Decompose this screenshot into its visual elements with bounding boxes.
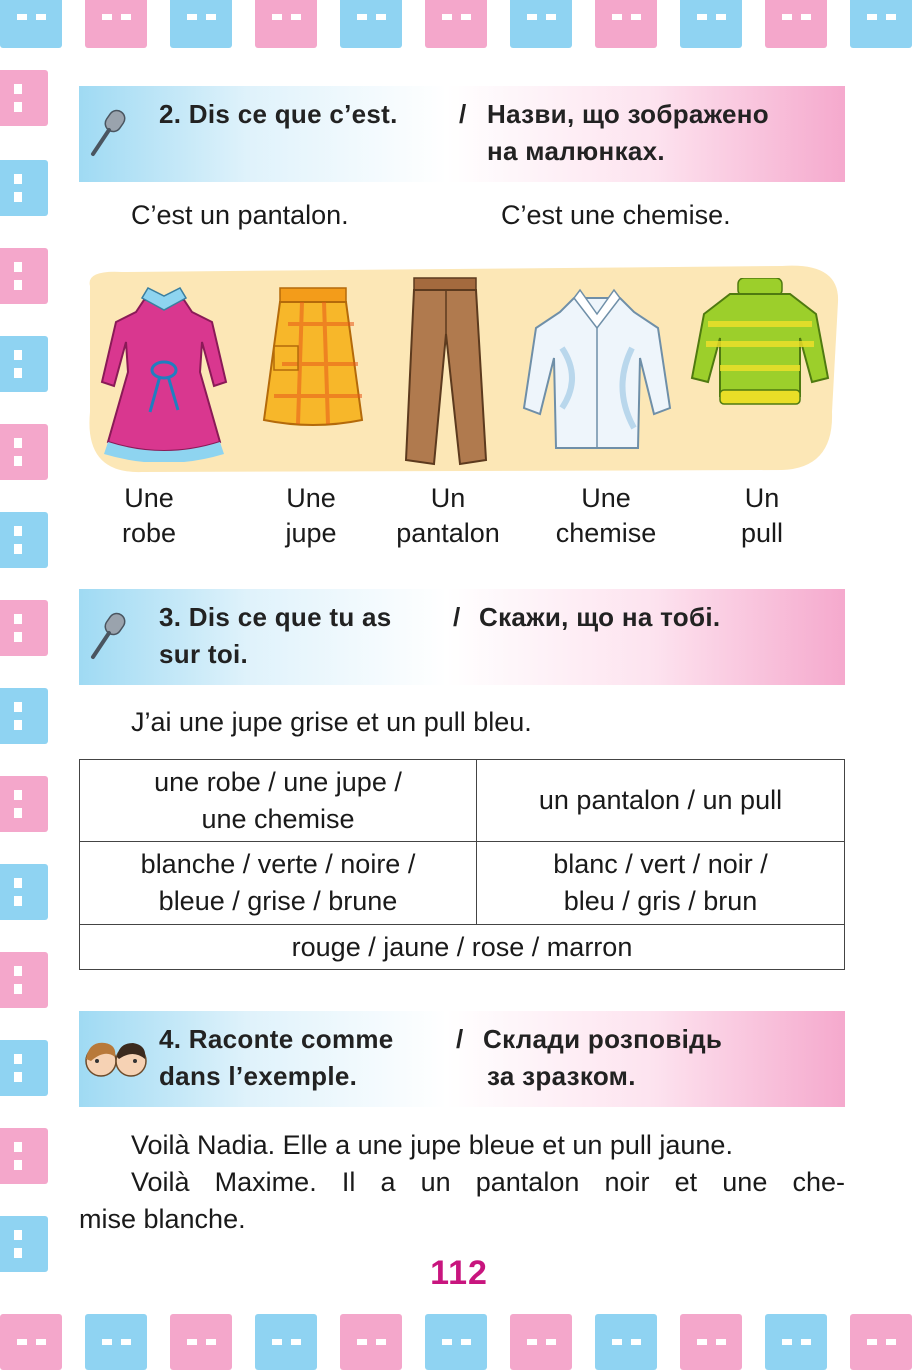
header-slash: /: [453, 602, 461, 632]
exercise-4-title-fr-line1: 4. Raconte comme: [159, 1024, 394, 1054]
table-row: [80, 760, 845, 842]
clothes-label-robe: [74, 481, 224, 551]
border-tile: [255, 1314, 317, 1370]
border-tile: [850, 1314, 912, 1370]
border-tile: [0, 0, 62, 48]
border-tile: [0, 248, 48, 304]
clothes-label-chemise: [531, 481, 681, 551]
cell-line: une robe / une jupe /: [154, 766, 402, 797]
label-line2: pull: [740, 518, 784, 548]
border-tile: [765, 1314, 827, 1370]
exercise-3-header: [79, 589, 845, 685]
border-tile: [0, 512, 48, 568]
border-tile: [170, 1314, 232, 1370]
clothes-illustration: [82, 262, 844, 474]
border-tile: [595, 1314, 657, 1370]
table-cell: [80, 842, 477, 925]
label-line2: pantalon: [396, 518, 500, 548]
vocabulary-table: [79, 759, 845, 970]
exercise-4-title-ua-line1: Склади розповідь: [483, 1024, 723, 1054]
exercise-3-title-fr-line1: 3. Dis ce que tu as: [159, 602, 392, 632]
border-tile: [0, 336, 48, 392]
story-line: Voilà Nadia. Elle a une jupe bleue et un pull jaune.: [131, 1130, 733, 1160]
story-line: mise blanche.: [79, 1204, 246, 1234]
border-tile: [170, 0, 232, 48]
cell-line: bleue / grise / brune: [158, 886, 398, 916]
exercise-4-header: [79, 1011, 845, 1107]
exercise-2-header: [79, 86, 845, 182]
exercise-2-title-fr: 2. Dis ce que c’est.: [159, 99, 398, 129]
exercise-4-title-ua-line2: за зразком.: [487, 1061, 636, 1091]
exercise-2-title-ua-line1: Назви, що зображено: [487, 99, 769, 129]
border-tile: [0, 1128, 48, 1184]
exercise-2-title-ua-line2: на малюнках.: [487, 136, 665, 166]
border-tile: [425, 0, 487, 48]
exercise-3-title-fr-line2: sur toi.: [159, 639, 249, 669]
cell-line: un pantalon / un pull: [538, 785, 783, 815]
border-tile: [0, 70, 48, 126]
table-cell: [80, 760, 477, 842]
page-number: 112: [430, 1254, 488, 1292]
cell-line: blanche / verte / noire /: [140, 849, 416, 879]
story-line: Voilà Maxime. Il a un pantalon noir et une che-: [131, 1167, 845, 1197]
border-tile: [765, 0, 827, 48]
clothes-label-pantalon: [373, 481, 523, 551]
table-row: [80, 842, 845, 925]
label-line1: Une: [581, 483, 631, 513]
label-line1: Une: [124, 483, 174, 513]
clothes-label-pull: [687, 481, 837, 551]
cell-line: bleu / gris / brun: [563, 886, 758, 916]
table-row: [80, 925, 845, 970]
border-tile: [85, 0, 147, 48]
border-tile: [595, 0, 657, 48]
example-sentence-3: J’ai une jupe grise et un pull bleu.: [131, 707, 532, 737]
exercise-3-title-ua: Скажи, що на тобі.: [479, 602, 721, 632]
label-line1: Un: [744, 483, 780, 513]
cell-line: blanc / vert / noir /: [553, 849, 768, 879]
header-slash: /: [459, 99, 467, 129]
trousers-icon: [400, 274, 490, 468]
border-tile: [680, 0, 742, 48]
table-cell: [477, 760, 845, 842]
label-line2: jupe: [285, 518, 337, 548]
border-tile: [0, 424, 48, 480]
label-line2: robe: [121, 518, 177, 548]
border-tile: [0, 688, 48, 744]
exercise-4-title-fr-line2: dans l’exemple.: [159, 1061, 358, 1091]
border-tile: [0, 952, 48, 1008]
border-tile: [425, 1314, 487, 1370]
example-sentence-left: C’est un pantalon.: [131, 200, 349, 230]
microphone-icon: [87, 108, 129, 158]
table-cell: [80, 925, 845, 970]
border-tile: [0, 864, 48, 920]
talking-children-icon: [81, 1037, 151, 1083]
skirt-icon: [258, 284, 368, 434]
microphone-icon: [87, 611, 129, 661]
header-slash: /: [456, 1024, 464, 1054]
border-tile: [850, 0, 912, 48]
border-tile: [0, 1040, 48, 1096]
border-tile: [510, 0, 572, 48]
table-cell: [477, 842, 845, 925]
story-text: [79, 1127, 845, 1238]
sweater-icon: [690, 278, 830, 410]
border-tile: [340, 1314, 402, 1370]
border-tile: [680, 1314, 742, 1370]
border-tile: [0, 1314, 62, 1370]
border-tile: [0, 160, 48, 216]
cell-line: rouge / jaune / rose / marron: [291, 931, 633, 962]
border-tile: [340, 0, 402, 48]
border-tile: [510, 1314, 572, 1370]
label-line1: Une: [286, 483, 336, 513]
border-tile: [0, 600, 48, 656]
shirt-icon: [522, 288, 672, 458]
border-tile: [0, 776, 48, 832]
label-line1: Un: [430, 483, 466, 513]
dress-icon: [94, 282, 234, 462]
example-sentence-right: C’est une chemise.: [501, 200, 731, 230]
label-line2: chemise: [555, 518, 657, 548]
cell-line: une chemise: [201, 803, 355, 834]
border-tile: [85, 1314, 147, 1370]
clothes-label-jupe: [236, 481, 386, 551]
border-tile: [255, 0, 317, 48]
